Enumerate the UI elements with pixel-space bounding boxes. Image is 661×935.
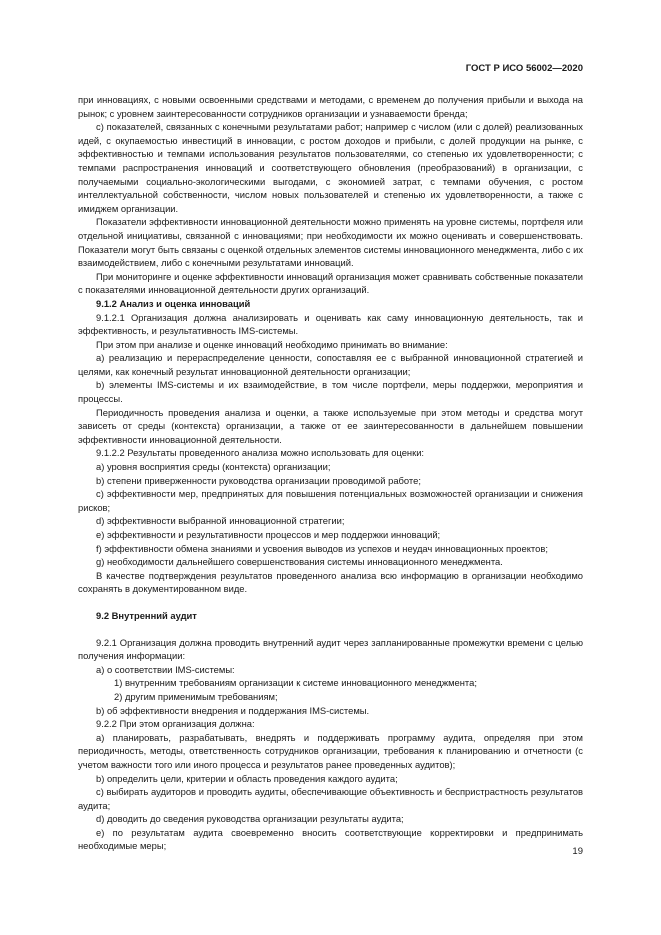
paragraph: В качестве подтверждения результатов проведенного анализа всю информацию в организации необходимо сохранять в документированном виде. <box>78 569 583 595</box>
paragraph: 1) внутренним требованиям организации к системе инновационного менеджмента; <box>114 677 477 689</box>
paragraph: d) доводить до сведения руководства организации результаты аудита; <box>96 813 404 825</box>
paragraph: g) необходимости дальнейшего совершенствования системы инновационного менеджмента. <box>96 556 503 568</box>
paragraph: 9.2.1 Организация должна проводить внутренний аудит через запланированные промежутки времени с целью получения информации: <box>78 636 583 662</box>
paragraph: b) об эффективности внедрения и поддержания IMS-системы. <box>96 704 370 716</box>
paragraph: a) реализацию и перераспределение ценности, сопоставляя ее с выбранной инновационной стратегией и целями, как конечный результат инновационной деятельности организации; <box>78 352 583 377</box>
paragraph: Периодичность проведения анализа и оценки, а также используемые при этом методы и средства могут зависеть от среды (контекста) организации, а также от ее заинтересованности в дальнейшем повышении эффективности инновационной деятельности. <box>78 406 583 445</box>
paragraph: 9.2.2 При этом организация должна: <box>96 718 255 730</box>
paragraph: с) показателей, связанных с конечными результатами работ; например с числом (или с долей) реализованных идей, с окупаемостью инвестиций в инновации, с ростом доходов и прибыли, с долей продукции на рынке, с эффективностью и темпами использования результатов пользователями, со степенью их удовлетворенности; с темпами распространения инноваций и соответствующего обновления (преобразований) в организации, с получаемыми социально-экологическими выгодами, с экономией затрат, с темпами обучения, с ростом интеллектуальной собственности, числом новых пользователей и степенью их удовлетворенности, а также с имиджем организации. <box>78 121 583 214</box>
paragraph: e) по результатам аудита своевременно вносить соответствующие корректировки и предпринимать необходимые меры; <box>78 826 583 852</box>
paragraph: c) выбирать аудиторов и проводить аудиты, обеспечивающие объективность и беспристрастность результатов аудита; <box>78 786 583 811</box>
paragraph: При мониторинге и оценке эффективности инноваций организация может сравнивать собственные показатели с показателями инновационной деятельности других организаций. <box>78 270 583 296</box>
paragraph: e) эффективности и результативности процессов и мер поддержки инноваций; <box>96 529 441 540</box>
paragraph: b) степени приверженности руководства организации проводимой работе; <box>96 474 421 486</box>
paragraph: при инновациях, с новыми освоенными средствами и методами, с временем до получения прибыли и выхода на рынок; с уровнем заинтересованности сотрудников организации и узнаваемости бренда; <box>78 94 583 119</box>
document-header: ГОСТ Р ИСО 56002—2020 <box>465 63 583 74</box>
paragraph: a) уровня восприятия среды (контекста) организации; <box>96 461 331 473</box>
page-number: 19 <box>572 846 583 857</box>
paragraph: 9.1.2.2 Результаты проведенного анализа можно использовать для оценки: <box>96 447 425 459</box>
paragraph: При этом при анализе и оценке инноваций необходимо принимать во внимание: <box>96 338 448 350</box>
paragraph: 9.1.2.1 Организация должна анализировать и оценивать как саму инновационную деятельность, так и эффективность, и результативность IMS-системы. <box>78 311 583 337</box>
paragraph: 2) другим применимым требованиям; <box>114 690 278 702</box>
paragraph: b) определить цели, критерии и область проведения каждого аудита; <box>96 772 398 784</box>
section-heading: 9.2 Внутренний аудит <box>96 609 197 621</box>
paragraph: d) эффективности выбранной инновационной стратегии; <box>96 515 345 527</box>
paragraph: a) о соответствии IMS-системы: <box>96 663 235 675</box>
paragraph: a) планировать, разрабатывать, внедрять и поддерживать программу аудита, определяя при этом периодичность, методы, ответственность сотрудников организации, требования к планированию и отчетности (с учетом важности того или иного процесса и результатов ранее проведенных аудитов); <box>78 731 583 770</box>
paragraph: c) эффективности мер, предпринятых для повышения потенциальных возможностей организации и снижения рисков; <box>78 488 583 513</box>
paragraph: Показатели эффективности инновационной деятельности можно применять на уровне системы, портфеля или отдельной инициативы, связанной с инновациями; при необходимости их можно оценивать и совершенствовать. Показатели могут быть связаны с оценкой отдельных элементов системы инновационного менеджмента, либо с их взаимодействием, либо с конечными результатами инноваций. <box>78 216 584 269</box>
section-heading: 9.1.2 Анализ и оценка инноваций <box>96 297 251 309</box>
paragraph: b) элементы IMS-системы и их взаимодействие, в том числе портфели, меры поддержки, мероприятия и процессы. <box>78 379 583 405</box>
paragraph: f) эффективности обмена знаниями и усвоения выводов из успехов и неудач инновационных проектов; <box>96 542 548 554</box>
page-body <box>78 93 583 853</box>
